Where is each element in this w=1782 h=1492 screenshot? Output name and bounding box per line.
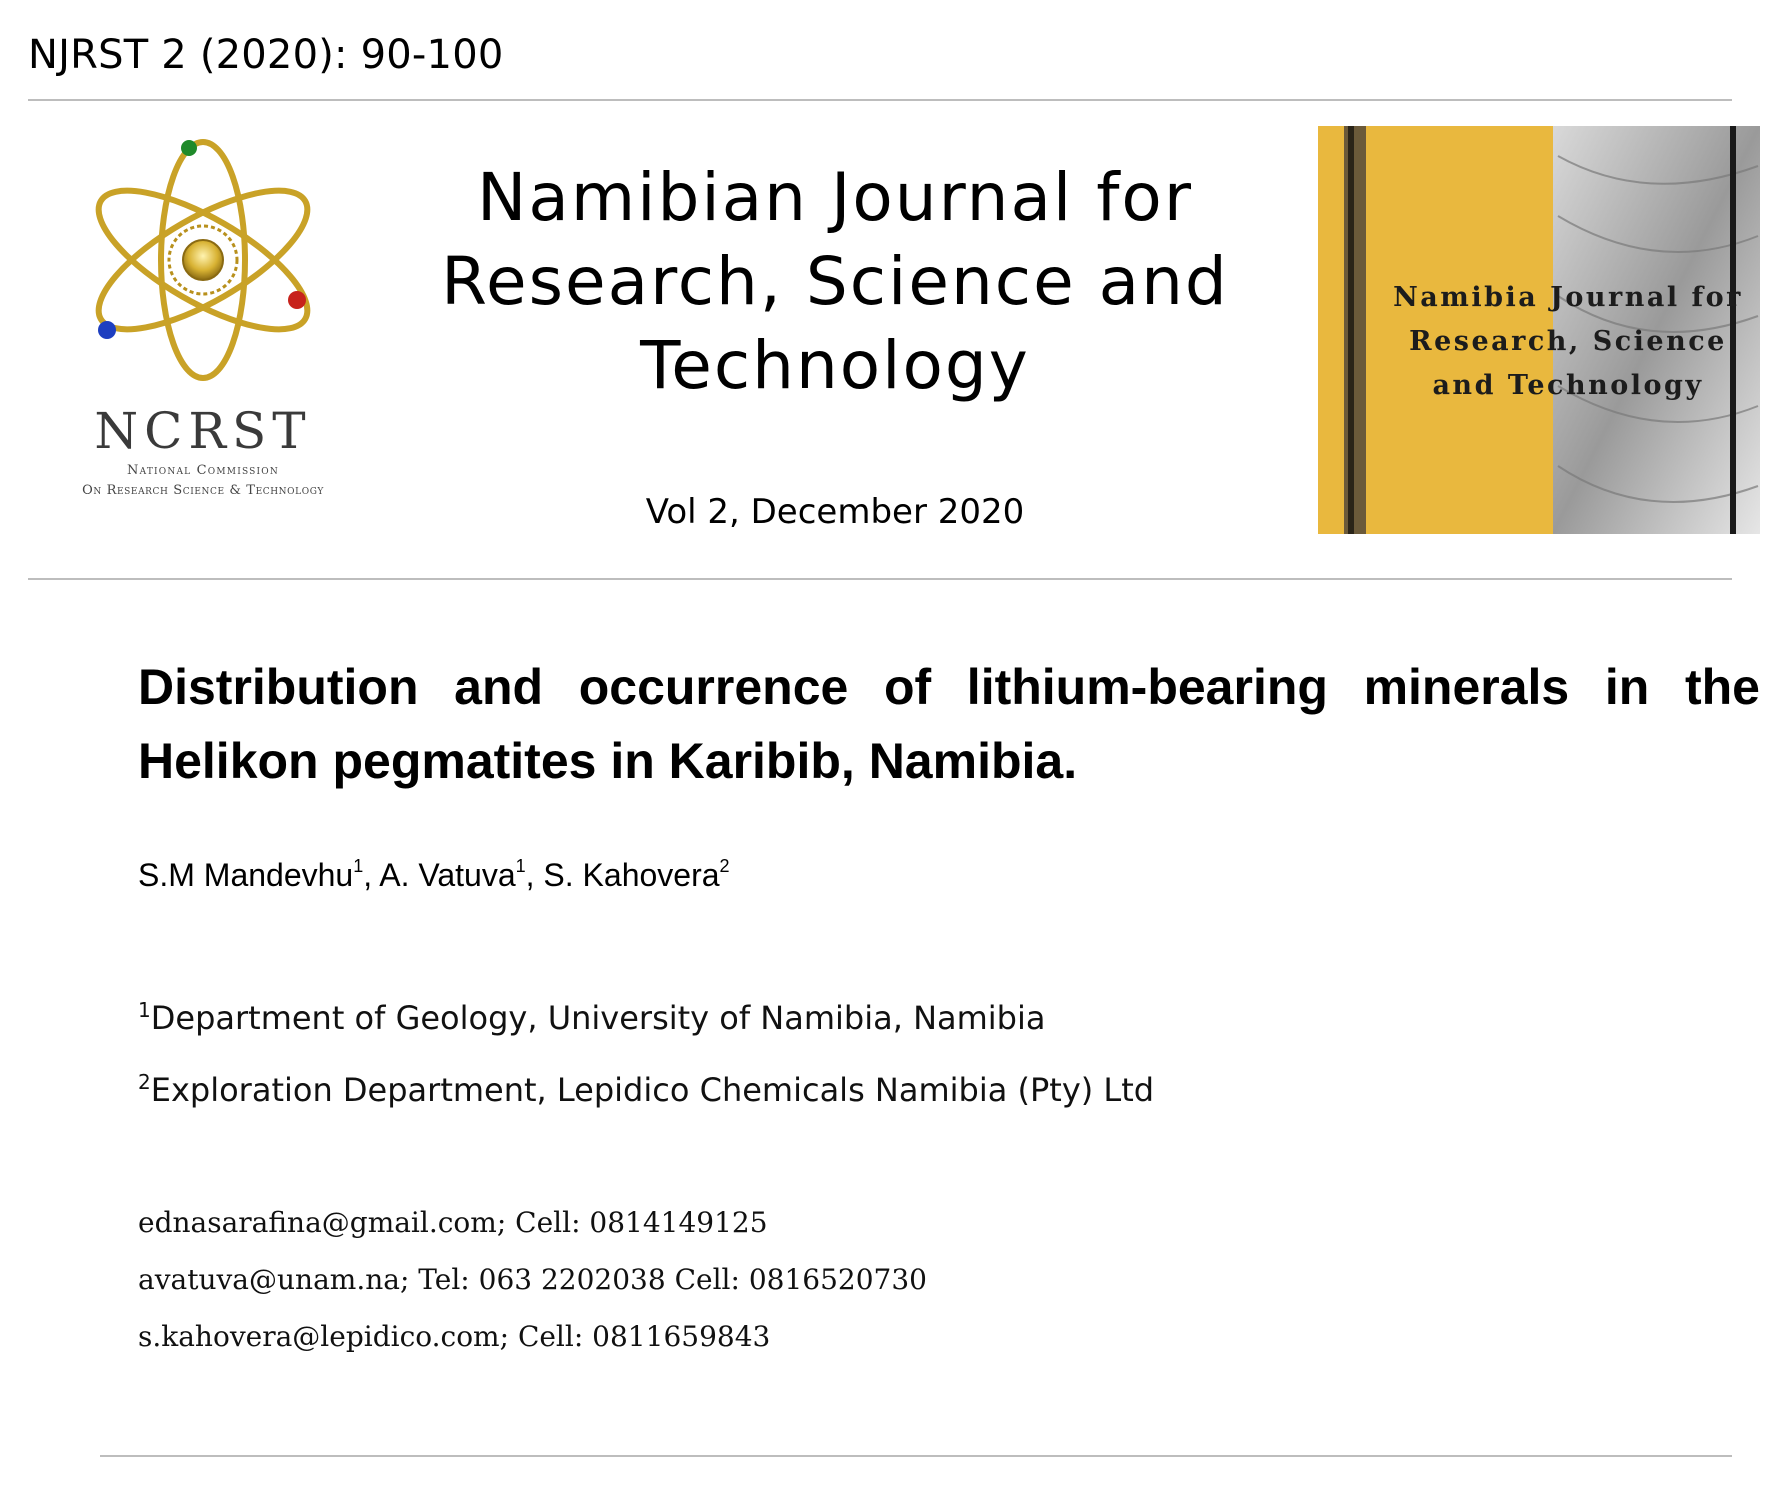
ncrst-logo (38, 130, 368, 510)
author-name: A. Vatuva (379, 857, 516, 893)
article-title: Distribution and occurrence of lithium-bearing minerals in the Helikon pegmatites in Karibib, Namibia. (138, 659, 1760, 789)
running-head: NJRST 2 (2020): 90-100 (28, 32, 504, 78)
journal-volume: Vol 2, December 2020 (645, 492, 1025, 532)
header-rule (28, 99, 1732, 101)
logo-line1: National Commission (127, 463, 279, 478)
author-name: S. Kahovera (543, 857, 720, 893)
logo-acronym: NCRST (94, 402, 312, 460)
affiliation-text: Exploration Department, Lepidico Chemicals Namibia (Pty) Ltd (150, 1071, 1155, 1109)
affiliation-text: Department of Geology, University of Namibia, Namibia (150, 999, 1046, 1037)
contact-line: avatuva@unam.na; Tel: 063 2202038 Cell: 0816520730 (138, 1263, 927, 1296)
cover-title-line1: Namibia Journal for (1393, 282, 1743, 313)
author-list (138, 856, 730, 894)
author-separator: , (363, 857, 380, 893)
journal-cover-image (1318, 126, 1760, 534)
contact-line: ednasarafina@gmail.com; Cell: 0814149125 (138, 1206, 768, 1239)
journal-title: Namibian Journal for Research, Science and Technology (441, 159, 1229, 404)
author-separator: , (525, 857, 544, 893)
contact-line: s.kahovera@lepidico.com; Cell: 0811659843 (138, 1320, 771, 1353)
author-name: S.M Mandevhu (138, 857, 354, 893)
atom-emblem-icon (38, 130, 368, 510)
logo-line2: On Research Science & Technology (82, 483, 324, 498)
affiliation-2 (138, 1070, 1154, 1109)
author-affiliation-mark: 2 (719, 856, 730, 876)
affiliation-mark: 1 (138, 998, 151, 1022)
masthead-rule (28, 578, 1732, 580)
author-affiliation-mark: 1 (353, 856, 364, 876)
cover-title-line2: Research, Science (1409, 326, 1727, 357)
author-affiliation-mark: 1 (515, 856, 526, 876)
footer-rule (100, 1455, 1732, 1457)
cover-title (1374, 276, 1760, 408)
affiliation-mark: 2 (138, 1070, 151, 1094)
affiliation-1 (138, 998, 1045, 1037)
cover-title-line3: and Technology (1432, 370, 1704, 401)
